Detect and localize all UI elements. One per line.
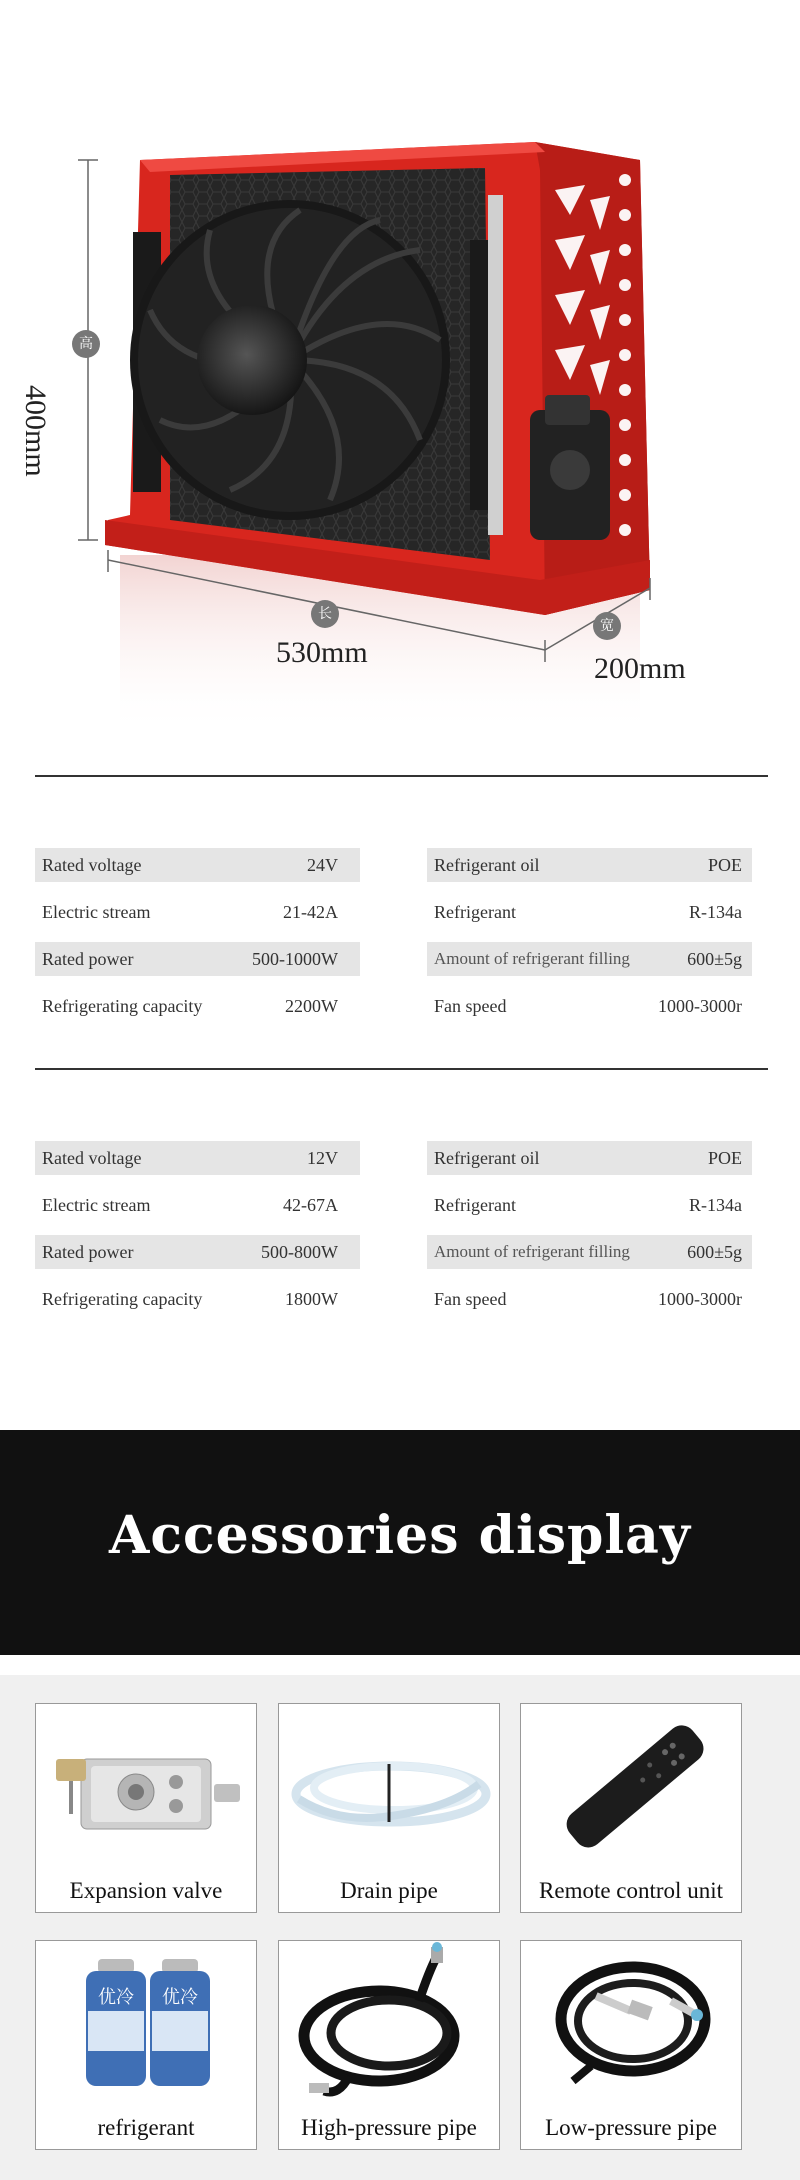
spec-value: 500-800W [261,1242,338,1262]
spec-label: Refrigerating capacity [42,1289,203,1309]
spec-value: 600±5g [687,1242,742,1262]
spec-value: 1000-3000r [658,1289,742,1309]
spec-label: Refrigerant [434,1195,516,1215]
spec-label: Refrigerant [434,902,516,922]
spec-label: Rated voltage [42,855,142,875]
length-dimension: 530mm [276,636,368,669]
ac-unit-illustration [0,0,800,740]
section-divider [35,775,768,777]
spec-value: R-134a [689,902,742,922]
width-dimension: 200mm [594,652,686,685]
accessory-label: Expansion valve [69,1878,223,1903]
accessory-card-refrigerant [35,1940,257,2150]
accessory-card-low-pressure-pipe [520,1940,742,2150]
spec-label: Amount of refrigerant filling [434,949,630,968]
width-badge: 宽 [593,612,621,640]
spec-row [35,989,360,1023]
accessory-card-drain-pipe [278,1703,500,1913]
compressor-shape [530,395,610,540]
accessory-label: High-pressure pipe [301,2115,477,2140]
spec-value: 2200W [285,996,338,1016]
spec-label: Refrigerant oil [434,1148,540,1168]
product-hero [0,0,800,740]
section-divider [35,1068,768,1070]
spec-value: 12V [307,1148,338,1168]
length-badge: 长 [311,600,339,628]
height-badge: 高 [72,330,100,358]
spec-row [427,1141,752,1175]
spec-row [35,1141,360,1175]
accessory-label: Drain pipe [340,1878,438,1903]
accessory-card-expansion-valve [35,1703,257,1913]
refrigerant-cans-image [36,1941,258,2111]
spec-value: 24V [307,855,338,875]
spec-row [427,942,752,976]
spec-row [427,848,752,882]
remote-control-image [521,1704,743,1874]
spec-row [427,1188,752,1222]
spec-row [35,1282,360,1316]
spec-value: 1000-3000r [658,996,742,1016]
accessory-label: Low-pressure pipe [545,2115,717,2140]
spec-row [427,1282,752,1316]
spec-label: Electric stream [42,902,151,922]
high-pressure-pipe-image [279,1941,501,2111]
spec-row [427,895,752,929]
spec-label: Refrigerant oil [434,855,540,875]
spec-row [35,1188,360,1222]
height-dimension: 400mm [19,385,52,477]
accessory-label: refrigerant [97,2115,195,2140]
spec-row [427,1235,752,1269]
spec-row [35,1235,360,1269]
spec-label: Rated voltage [42,1148,142,1168]
low-pressure-pipe-image [521,1941,743,2111]
accessories-title: Accessories display [108,1505,691,1566]
spec-value: 21-42A [283,902,338,922]
spec-value: 500-1000W [252,949,338,969]
spec-label: Fan speed [434,996,507,1016]
spec-value: POE [707,855,742,875]
accessory-label: Remote control unit [539,1878,723,1903]
spec-value: R-134a [689,1195,742,1215]
spec-label: Fan speed [434,1289,507,1309]
accessory-card-remote-control [520,1703,742,1913]
can-brand-text: 优冷 [98,1987,134,2008]
can-brand-text: 优冷 [162,1987,198,2008]
spec-label: Electric stream [42,1195,151,1215]
spec-value: POE [707,1148,742,1168]
spec-value: 1800W [285,1289,338,1309]
drain-pipe-image [279,1704,501,1874]
accessories-grid [0,1675,800,2180]
accessories-banner [0,1430,800,1655]
spec-label: Amount of refrigerant filling [434,1242,630,1261]
expansion-valve-image [36,1704,258,1874]
spec-label: Rated power [42,1242,134,1262]
spec-value: 600±5g [687,949,742,969]
spec-row [427,989,752,1023]
accessory-card-high-pressure-pipe [278,1940,500,2150]
spec-row [35,895,360,929]
spec-row [35,848,360,882]
spec-label: Rated power [42,949,134,969]
spec-value: 42-67A [283,1195,338,1215]
spec-label: Refrigerating capacity [42,996,203,1016]
spec-row [35,942,360,976]
